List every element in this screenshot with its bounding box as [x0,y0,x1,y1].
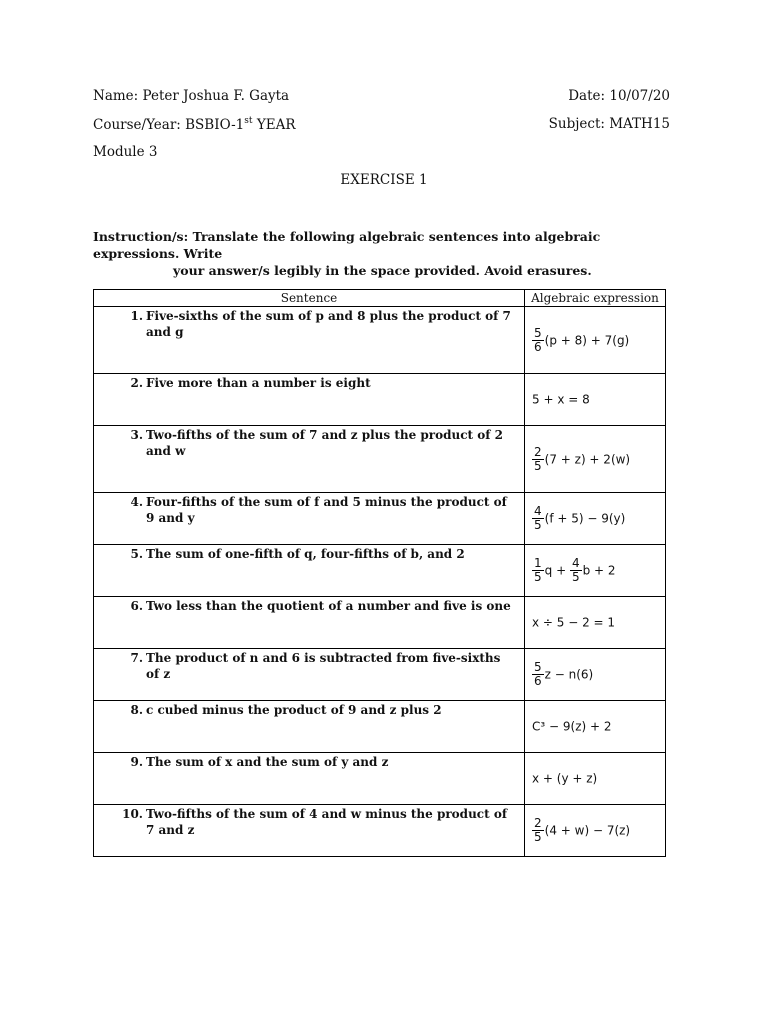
expression-text: x + (y + z) [532,771,598,786]
sentence-text: c cubed minus the product of 9 and z plus 2 [146,703,442,717]
expression-text: 5 + x = 8 [532,392,590,407]
table-row [94,307,666,374]
fraction-denominator: 5 [534,518,542,532]
fraction-numerator: 4 [534,504,542,518]
sentence-cell [94,493,525,545]
sentence-cell [94,701,525,753]
fraction [532,661,544,688]
date-field: Date: 10/07/20 [568,88,670,104]
expression-text: b + 2 [582,563,616,578]
sentence-text: Five more than a number is eight [146,376,371,390]
name-field: Name: Peter Joshua F. Gayta [93,88,290,104]
item-number: 7. [130,651,143,665]
fraction [570,557,582,584]
item-number: 6. [130,599,143,613]
expression-cell [525,649,666,701]
subject-field: Subject: MATH15 [548,116,670,132]
fraction-numerator: 5 [534,660,542,674]
table-row [94,649,666,701]
expression-cell [525,805,666,857]
table-row [94,701,666,753]
sentence-text: Two less than the quotient of a number and five is one [146,599,511,613]
item-number: 1. [130,309,143,323]
table-row [94,597,666,649]
sentence-text: The product of n and 6 is subtracted from five-sixths of z [146,651,501,681]
expression-text: (p + 8) + 7(g) [544,333,630,347]
fraction-numerator: 1 [534,556,542,570]
table-row [94,753,666,805]
table-row [94,426,666,493]
module-label: Module 3 [93,144,158,160]
fraction-denominator: 5 [534,458,542,473]
exercise-title: EXERCISE 1 [340,172,428,188]
expression-text: (f + 5) − 9(y) [544,511,626,526]
fraction [532,327,544,354]
sentence-text: The sum of one-fifth of q, four-fifths of b, and 2 [146,547,465,561]
expression-cell [525,597,666,649]
header-sentence: Sentence [94,290,525,307]
expression-text: x ÷ 5 − 2 = 1 [532,615,616,630]
item-number: 8. [130,703,143,717]
expression-text: C³ − 9(z) + 2 [532,719,612,734]
sentence-cell [94,805,525,857]
sentence-cell [94,753,525,805]
fraction-numerator: 2 [534,816,542,830]
fraction-denominator: 6 [534,339,542,354]
instructions [93,228,683,279]
sentence-text: Five-sixths of the sum of p and 8 plus the product of 7 and g [146,309,511,339]
sentence-cell [94,597,525,649]
sentence-text: Two-fifths of the sum of 4 and w minus the product of 7 and z [146,807,507,837]
fraction-denominator: 5 [534,830,542,844]
table-row [94,374,666,426]
expression-text: (4 + w) − 7(z) [544,823,631,838]
course-year-field: Course/Year: BSBIO-1st YEAR [93,116,296,133]
instruction-label: Instruction/s: [93,229,189,244]
sentence-text: Four-fifths of the sum of f and 5 minus the product of 9 and y [146,495,507,525]
sentence-cell [94,374,525,426]
expression-text: (7 + z) + 2(w) [544,452,631,466]
item-number: 4. [130,495,143,509]
expression-cell [525,701,666,753]
sentence-cell [94,426,525,493]
fraction-denominator: 6 [534,674,542,688]
item-number: 3. [130,428,143,442]
expression-cell [525,374,666,426]
expression-cell [525,307,666,374]
sentence-cell [94,649,525,701]
table-header-row [94,290,666,307]
item-number: 5. [130,547,143,561]
item-number: 10. [122,807,143,821]
table-row [94,805,666,857]
fraction [532,817,544,844]
fraction-numerator: 2 [534,444,542,459]
instruction-text-2: your answer/s legibly in the space provided. Avoid erasures. [173,263,592,278]
fraction-denominator: 5 [571,570,580,584]
item-number: 9. [130,755,143,769]
item-number: 2. [130,376,143,390]
fraction [532,446,544,473]
instruction-text-1: Translate the following algebraic sentences into algebraic expressions. Write [93,229,601,261]
fraction-numerator: 5 [534,325,542,340]
table-row [94,493,666,545]
fraction-numerator: 4 [571,556,580,570]
expression-cell [525,493,666,545]
sentence-cell [94,307,525,374]
expression-cell [525,753,666,805]
fraction-denominator: 5 [534,570,542,584]
expression-cell [525,426,666,493]
sentence-text: The sum of x and the sum of y and z [146,755,389,769]
table-row [94,545,666,597]
expression-text: q + [544,563,570,578]
expression-text: z − n(6) [544,667,594,682]
fraction [532,505,544,532]
sentence-text: Two-fifths of the sum of 7 and z plus the product of 2 and w [146,428,503,458]
fraction [532,557,544,584]
expression-cell [525,545,666,597]
sentence-cell [94,545,525,597]
header-algebraic-expression: Algebraic expression [525,290,666,307]
exercise-table [93,289,666,857]
